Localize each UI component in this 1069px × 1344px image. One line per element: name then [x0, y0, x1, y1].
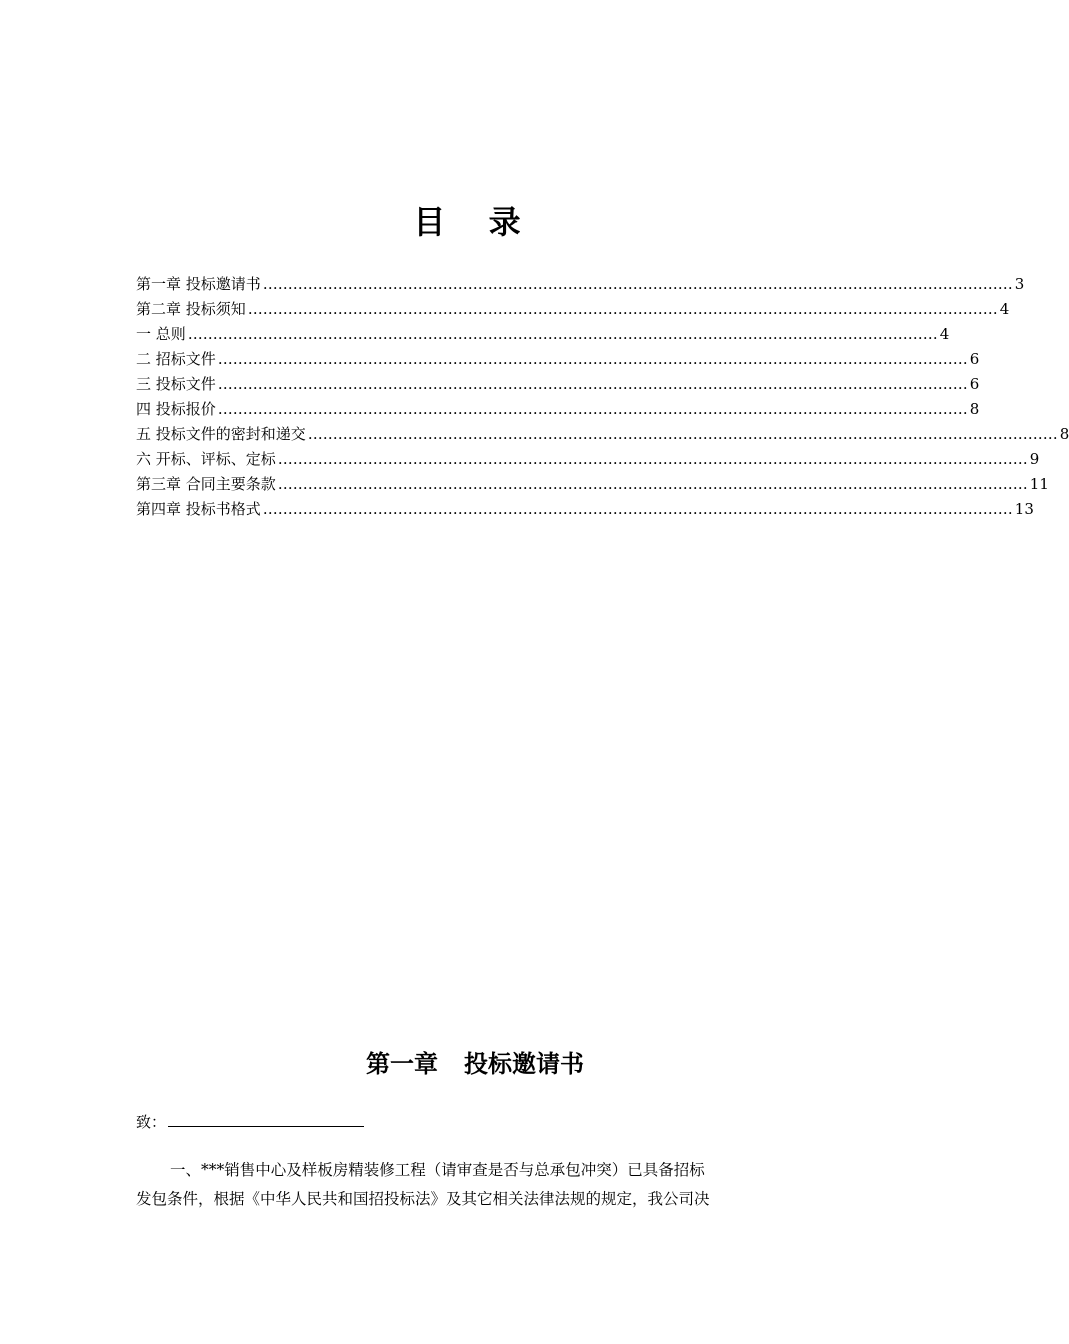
- toc-leader-dots: ……………………………………………………………………………………………………………………………………: [262, 500, 1013, 518]
- toc-entry[interactable]: [136, 422, 1069, 447]
- toc-entry-page: 3: [1014, 275, 1025, 293]
- toc-entry-label: 第二章 投标须知: [136, 300, 246, 318]
- recipient-line: [136, 1108, 364, 1135]
- toc-leader-dots: ……………………………………………………………………………………………………………………………………: [247, 300, 998, 318]
- toc-leader-dots: ……………………………………………………………………………………………………………………………………: [217, 375, 968, 393]
- chapter-title: [0, 1044, 950, 1084]
- toc-entry-label: 第四章 投标书格式: [136, 500, 261, 518]
- toc-entry-label: 二 招标文件: [136, 350, 216, 368]
- toc-entry-page: 11: [1029, 475, 1049, 493]
- toc-entry-label: 三 投标文件: [136, 375, 216, 393]
- toc-entry-page: 4: [939, 325, 950, 343]
- toc-title: 目 录: [413, 203, 537, 241]
- chapter-name: 投标邀请书: [464, 1050, 584, 1078]
- toc-leader-dots: ……………………………………………………………………………………………………………………………………: [277, 450, 1028, 468]
- body-paragraph: [136, 1156, 850, 1214]
- toc-entry-page: 8: [969, 400, 980, 418]
- toc-entry-page: 9: [1029, 450, 1040, 468]
- toc-leader-dots: ……………………………………………………………………………………………………………………………………: [277, 475, 1028, 493]
- toc-entry-page: 13: [1014, 500, 1034, 518]
- toc-entry-label: 五 投标文件的密封和递交: [136, 425, 306, 443]
- paragraph-line: 一、***销售中心及样板房精装修工程（请审查是否与总承包冲突）已具备招标: [170, 1161, 705, 1179]
- paragraph-line: 发包条件，根据《中华人民共和国招投标法》及其它相关法律法规的规定，我公司决: [136, 1190, 710, 1208]
- toc-leader-dots: ……………………………………………………………………………………………………………………………………: [217, 350, 968, 368]
- toc-entry-page: 4: [999, 300, 1010, 318]
- toc-entry-label: 第一章 投标邀请书: [136, 275, 261, 293]
- toc-entry[interactable]: [136, 447, 1040, 472]
- toc-entry[interactable]: [136, 397, 980, 422]
- toc-entry-label: 第三章 合同主要条款: [136, 475, 276, 493]
- toc-entry-label: 四 投标报价: [136, 400, 216, 418]
- toc-entry[interactable]: [136, 297, 1010, 322]
- chapter-number: 第一章: [366, 1050, 438, 1078]
- toc-entry[interactable]: [136, 322, 950, 347]
- table-of-contents: [136, 272, 1069, 522]
- toc-leader-dots: ……………………………………………………………………………………………………………………………………: [187, 325, 938, 343]
- toc-entry-page: 8: [1059, 425, 1069, 443]
- toc-entry-label: 六 开标、评标、定标: [136, 450, 276, 468]
- toc-leader-dots: ……………………………………………………………………………………………………………………………………: [262, 275, 1013, 293]
- toc-entry-label: 一 总则: [136, 325, 186, 343]
- toc-entry-page: 6: [969, 375, 980, 393]
- toc-entry-page: 6: [969, 350, 980, 368]
- toc-entry[interactable]: [136, 472, 1049, 497]
- recipient-blank-field[interactable]: [168, 1108, 364, 1127]
- toc-leader-dots: ……………………………………………………………………………………………………………………………………: [307, 425, 1058, 443]
- recipient-label: 致：: [136, 1113, 167, 1131]
- toc-entry[interactable]: [136, 272, 1025, 297]
- toc-entry[interactable]: [136, 497, 1034, 522]
- toc-entry[interactable]: [136, 347, 980, 372]
- toc-entry[interactable]: [136, 372, 980, 397]
- toc-leader-dots: ……………………………………………………………………………………………………………………………………: [217, 400, 968, 418]
